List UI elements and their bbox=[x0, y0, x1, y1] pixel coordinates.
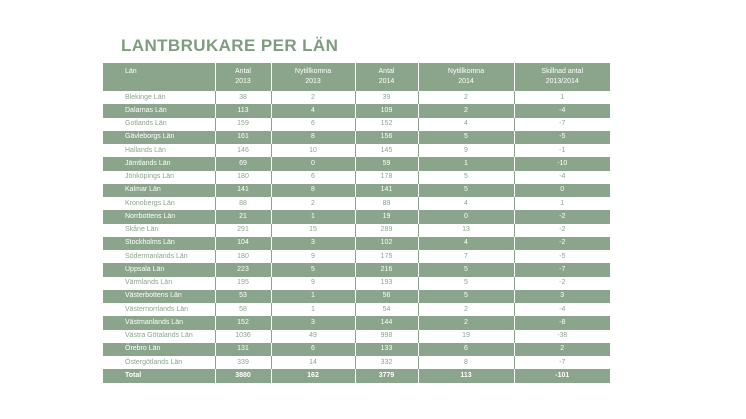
cell-county: Stockholms Län bbox=[103, 237, 215, 250]
table-row bbox=[103, 316, 610, 329]
cell-new-2013: 10 bbox=[271, 144, 355, 157]
cell-count-2013: 113 bbox=[215, 104, 271, 117]
cell-county: Västernorrlands Län bbox=[103, 303, 215, 316]
column-header-line2: 2013/2014 bbox=[545, 78, 579, 85]
cell-count-2014: 39 bbox=[355, 91, 418, 104]
cell-difference: -5 bbox=[514, 131, 610, 144]
cell-difference: 0 bbox=[514, 184, 610, 197]
cell-count-2014: 89 bbox=[355, 197, 418, 210]
cell-new-2014: 7 bbox=[418, 250, 514, 263]
cell-new-2014: 5 bbox=[418, 184, 514, 197]
table-row bbox=[103, 237, 610, 250]
cell-count-2013: 1036 bbox=[215, 330, 271, 343]
table-row bbox=[103, 356, 610, 369]
cell-difference: -1 bbox=[514, 144, 610, 157]
cell-count-2013: 161 bbox=[215, 131, 271, 144]
column-header-line2: 2014 bbox=[378, 78, 395, 85]
cell-new-2014: 4 bbox=[418, 197, 514, 210]
table-row bbox=[103, 330, 610, 343]
cell-difference: 3 bbox=[514, 290, 610, 303]
cell-new-2014: 2 bbox=[418, 316, 514, 329]
cell-difference: -7 bbox=[514, 263, 610, 276]
cell-difference: 1 bbox=[514, 197, 610, 210]
cell-new-2014: 4 bbox=[418, 118, 514, 131]
cell-count-2013: 53 bbox=[215, 290, 271, 303]
cell-county: Dalarnas Län bbox=[103, 104, 215, 117]
table-row bbox=[103, 303, 610, 316]
cell-difference: -38 bbox=[514, 330, 610, 343]
cell-new-2014: 2 bbox=[418, 91, 514, 104]
cell-new-2014: 13 bbox=[418, 224, 514, 237]
cell-count-2013: 104 bbox=[215, 237, 271, 250]
cell-new-2014: 2 bbox=[418, 104, 514, 117]
column-header-new-2014 bbox=[418, 63, 514, 91]
cell-new-2014: 5 bbox=[418, 131, 514, 144]
cell-count-2013: 131 bbox=[215, 343, 271, 356]
cell-count-2014: 144 bbox=[355, 316, 418, 329]
cell-new-2014: 1 bbox=[418, 157, 514, 170]
cell-new-2013: 15 bbox=[271, 224, 355, 237]
table-row bbox=[103, 171, 610, 184]
cell-count-2013: 159 bbox=[215, 118, 271, 131]
cell-new-2013: 2 bbox=[271, 91, 355, 104]
table-row bbox=[103, 144, 610, 157]
cell-new-2014: 5 bbox=[418, 263, 514, 276]
cell-new-2014: 5 bbox=[418, 290, 514, 303]
total-cell-difference: -101 bbox=[514, 369, 610, 383]
cell-difference: 2 bbox=[514, 343, 610, 356]
cell-new-2014: 6 bbox=[418, 343, 514, 356]
cell-new-2013: 5 bbox=[271, 263, 355, 276]
cell-count-2014: 152 bbox=[355, 118, 418, 131]
cell-county: Västra Götalands Län bbox=[103, 330, 215, 343]
cell-count-2014: 133 bbox=[355, 343, 418, 356]
cell-county: Värmlands Län bbox=[103, 277, 215, 290]
table-row bbox=[103, 184, 610, 197]
cell-county: Södermanlands Län bbox=[103, 250, 215, 263]
cell-county: Jämtlands Län bbox=[103, 157, 215, 170]
cell-new-2013: 4 bbox=[271, 104, 355, 117]
cell-difference: 1 bbox=[514, 91, 610, 104]
column-header-difference bbox=[514, 63, 610, 91]
column-header-line2: 2013 bbox=[305, 78, 321, 85]
cell-count-2014: 19 bbox=[355, 210, 418, 223]
cell-count-2013: 180 bbox=[215, 250, 271, 263]
cell-count-2013: 146 bbox=[215, 144, 271, 157]
cell-difference: -4 bbox=[514, 171, 610, 184]
cell-new-2013: 0 bbox=[271, 157, 355, 170]
column-header-line1: Nytillkomna bbox=[294, 68, 332, 75]
table-row bbox=[103, 224, 610, 237]
cell-count-2014: 141 bbox=[355, 184, 418, 197]
cell-new-2014: 19 bbox=[418, 330, 514, 343]
table-total-row bbox=[103, 369, 610, 383]
cell-difference: -2 bbox=[514, 224, 610, 237]
cell-count-2013: 152 bbox=[215, 316, 271, 329]
cell-count-2013: 291 bbox=[215, 224, 271, 237]
table-row bbox=[103, 263, 610, 276]
cell-count-2013: 88 bbox=[215, 197, 271, 210]
cell-count-2013: 195 bbox=[215, 277, 271, 290]
column-header-line1: Antal bbox=[235, 68, 251, 75]
column-header-text bbox=[216, 63, 271, 87]
column-header-count-2014 bbox=[355, 63, 418, 91]
cell-new-2014: 2 bbox=[418, 303, 514, 316]
cell-new-2013: 6 bbox=[271, 171, 355, 184]
cell-difference: -4 bbox=[514, 104, 610, 117]
cell-county: Gävleborgs Län bbox=[103, 131, 215, 144]
column-header-count-2013 bbox=[215, 63, 271, 91]
cell-new-2013: 1 bbox=[271, 210, 355, 223]
cell-count-2014: 59 bbox=[355, 157, 418, 170]
cell-difference: -2 bbox=[514, 237, 610, 250]
cell-difference: -10 bbox=[514, 157, 610, 170]
column-header-text bbox=[419, 63, 514, 87]
cell-difference: -7 bbox=[514, 118, 610, 131]
cell-count-2014: 54 bbox=[355, 303, 418, 316]
cell-county: Blekinge Län bbox=[103, 91, 215, 104]
farmers-per-county-table bbox=[103, 63, 610, 383]
table-body bbox=[103, 91, 610, 369]
cell-count-2014: 998 bbox=[355, 330, 418, 343]
cell-county: Kalmar Län bbox=[103, 184, 215, 197]
cell-county: Östergötlands Län bbox=[103, 356, 215, 369]
table-row bbox=[103, 290, 610, 303]
cell-difference: -5 bbox=[514, 250, 610, 263]
cell-count-2013: 38 bbox=[215, 91, 271, 104]
cell-new-2014: 8 bbox=[418, 356, 514, 369]
cell-new-2013: 1 bbox=[271, 303, 355, 316]
cell-count-2014: 178 bbox=[355, 171, 418, 184]
total-cell-new-2014: 113 bbox=[418, 369, 514, 383]
cell-count-2014: 56 bbox=[355, 290, 418, 303]
cell-county: Norrbottens Län bbox=[103, 210, 215, 223]
column-header-line1: Län bbox=[125, 68, 137, 75]
cell-count-2014: 193 bbox=[355, 277, 418, 290]
cell-count-2013: 180 bbox=[215, 171, 271, 184]
cell-difference: -8 bbox=[514, 316, 610, 329]
cell-county: Kronobergs Län bbox=[103, 197, 215, 210]
total-cell-new-2013: 162 bbox=[271, 369, 355, 383]
column-header-text bbox=[125, 63, 215, 77]
cell-county: Hallands Län bbox=[103, 144, 215, 157]
cell-count-2013: 339 bbox=[215, 356, 271, 369]
column-header-line2: 2014 bbox=[458, 78, 474, 85]
cell-count-2013: 21 bbox=[215, 210, 271, 223]
column-header-text bbox=[272, 63, 355, 87]
column-header-text bbox=[356, 63, 418, 87]
table-row bbox=[103, 131, 610, 144]
cell-county: Västerbottens Län bbox=[103, 290, 215, 303]
table-row bbox=[103, 250, 610, 263]
cell-new-2013: 6 bbox=[271, 343, 355, 356]
column-header-line1: Skillnad antal bbox=[541, 68, 584, 75]
cell-difference: -2 bbox=[514, 277, 610, 290]
cell-count-2013: 58 bbox=[215, 303, 271, 316]
table-row bbox=[103, 104, 610, 117]
page-title: LANTBRUKARE PER LÄN bbox=[121, 36, 339, 55]
table-row bbox=[103, 157, 610, 170]
cell-new-2013: 9 bbox=[271, 250, 355, 263]
cell-new-2014: 4 bbox=[418, 237, 514, 250]
table-row bbox=[103, 118, 610, 131]
table-header-row bbox=[103, 63, 610, 91]
cell-new-2013: 3 bbox=[271, 237, 355, 250]
cell-county: Skåne Län bbox=[103, 224, 215, 237]
table-row bbox=[103, 343, 610, 356]
cell-new-2013: 2 bbox=[271, 197, 355, 210]
cell-count-2014: 289 bbox=[355, 224, 418, 237]
cell-difference: -4 bbox=[514, 303, 610, 316]
cell-new-2013: 49 bbox=[271, 330, 355, 343]
cell-difference: -2 bbox=[514, 210, 610, 223]
table-row bbox=[103, 210, 610, 223]
cell-new-2013: 8 bbox=[271, 131, 355, 144]
cell-count-2014: 145 bbox=[355, 144, 418, 157]
cell-count-2013: 69 bbox=[215, 157, 271, 170]
column-header-text bbox=[515, 63, 611, 87]
cell-count-2013: 141 bbox=[215, 184, 271, 197]
cell-difference: -7 bbox=[514, 356, 610, 369]
cell-new-2013: 6 bbox=[271, 118, 355, 131]
column-header-line1: Antal bbox=[378, 68, 395, 75]
total-cell-count-2013: 3880 bbox=[215, 369, 271, 383]
cell-count-2014: 216 bbox=[355, 263, 418, 276]
cell-new-2014: 0 bbox=[418, 210, 514, 223]
cell-new-2013: 8 bbox=[271, 184, 355, 197]
cell-county: Örebro Län bbox=[103, 343, 215, 356]
cell-new-2013: 1 bbox=[271, 290, 355, 303]
cell-new-2013: 3 bbox=[271, 316, 355, 329]
cell-new-2014: 5 bbox=[418, 171, 514, 184]
cell-count-2014: 332 bbox=[355, 356, 418, 369]
cell-county: Gotlands Län bbox=[103, 118, 215, 131]
cell-new-2013: 14 bbox=[271, 356, 355, 369]
cell-county: Jönköpings Län bbox=[103, 171, 215, 184]
table-row bbox=[103, 91, 610, 104]
cell-count-2014: 175 bbox=[355, 250, 418, 263]
column-header-line2: 2013 bbox=[235, 78, 251, 85]
cell-county: Västmanlands Län bbox=[103, 316, 215, 329]
cell-county: Uppsala Län bbox=[103, 263, 215, 276]
cell-count-2013: 223 bbox=[215, 263, 271, 276]
cell-count-2014: 102 bbox=[355, 237, 418, 250]
table-row bbox=[103, 277, 610, 290]
total-cell-county: Total bbox=[103, 369, 215, 383]
column-header-county bbox=[103, 63, 215, 91]
cell-count-2014: 109 bbox=[355, 104, 418, 117]
cell-new-2013: 9 bbox=[271, 277, 355, 290]
cell-new-2014: 5 bbox=[418, 277, 514, 290]
table-row bbox=[103, 197, 610, 210]
cell-count-2014: 156 bbox=[355, 131, 418, 144]
cell-new-2014: 9 bbox=[418, 144, 514, 157]
column-header-new-2013 bbox=[271, 63, 355, 91]
column-header-line1: Nytillkomna bbox=[447, 68, 485, 75]
total-cell-count-2014: 3779 bbox=[355, 369, 418, 383]
